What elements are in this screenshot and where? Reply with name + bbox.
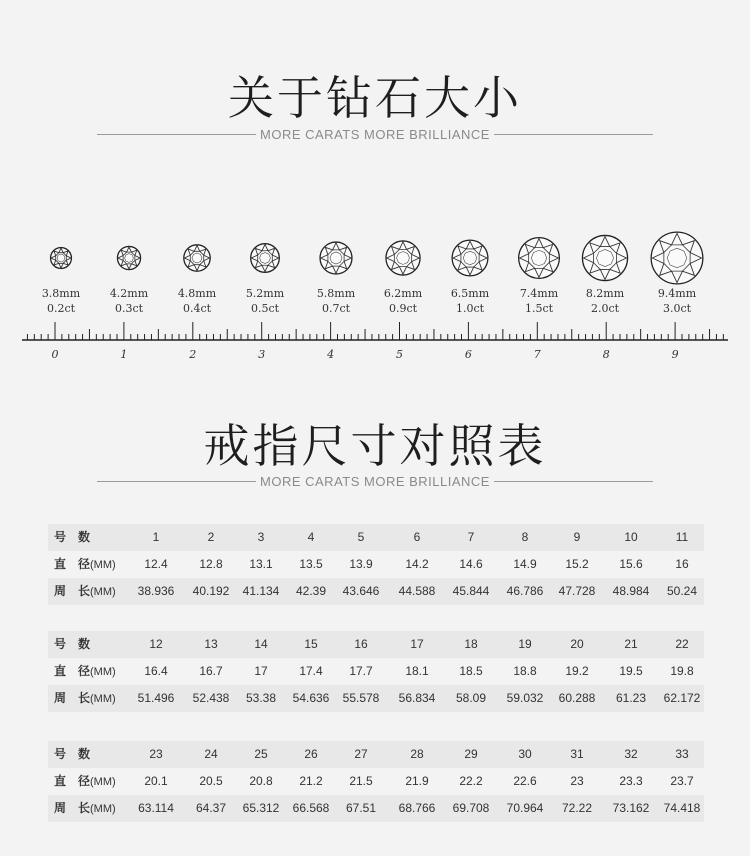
section-title-diamond-size: 关于钻石大小 <box>228 71 522 125</box>
table-cell: 44.588 <box>398 584 436 598</box>
diamond-label <box>575 286 635 316</box>
table-cell: 52.438 <box>192 691 230 705</box>
diamond-diameter: 6.5mm <box>450 287 490 300</box>
table-cell: 69.708 <box>452 801 490 815</box>
table-cell: 13.5 <box>299 557 323 571</box>
table-cell: 61.23 <box>615 691 647 705</box>
table-cell: 5 <box>357 530 365 544</box>
row-label-text: 号 数 <box>54 530 91 544</box>
table-cell: 15.2 <box>565 557 589 571</box>
table-cell: 9 <box>573 530 581 544</box>
table-cell: 42.39 <box>295 584 327 598</box>
ruler-number: 5 <box>396 348 403 361</box>
row-label-text: 号 数 <box>54 637 91 651</box>
ruler-number: 2 <box>189 348 197 361</box>
table-cell: 19.2 <box>565 664 589 678</box>
row-label <box>54 631 90 658</box>
table-cell: 21.2 <box>299 774 323 788</box>
table-cell: 8 <box>521 530 529 544</box>
table-cell: 32 <box>624 747 638 761</box>
diamond-diameter: 5.8mm <box>316 287 356 300</box>
table-cell: 22.6 <box>513 774 537 788</box>
table-cell: 13 <box>204 637 218 651</box>
ruler-number: 4 <box>327 348 335 361</box>
size-row <box>48 524 704 551</box>
row-label-text: 周 长 <box>54 801 91 815</box>
table-cell: 16.4 <box>144 664 168 678</box>
diamond-diameter: 5.2mm <box>245 287 285 300</box>
table-cell: 16 <box>354 637 368 651</box>
diamond-diameter: 7.4mm <box>519 287 559 300</box>
diamond-carat: 0.5ct <box>250 302 280 315</box>
table-cell: 47.728 <box>558 584 596 598</box>
table-cell: 63.114 <box>138 801 174 815</box>
table-cell: 7 <box>467 530 475 544</box>
row-label-text: 直 径 <box>54 557 91 571</box>
table-cell: 55.578 <box>342 691 380 705</box>
table-cell: 53.38 <box>245 691 277 705</box>
table-cell: 6 <box>413 530 421 544</box>
diamond-icon <box>51 248 72 269</box>
table-cell: 29 <box>464 747 478 761</box>
table-cell: 3 <box>257 530 265 544</box>
diamond-icon <box>117 246 140 269</box>
table-cell: 12.4 <box>144 557 168 571</box>
table-cell: 41.134 <box>242 584 280 598</box>
table-cell: 17 <box>410 637 424 651</box>
row-label-unit: (MM) <box>90 586 116 598</box>
table-cell: 30 <box>518 747 532 761</box>
table-cell: 45.844 <box>452 584 490 598</box>
diamond-carat: 0.4ct <box>182 302 212 315</box>
diamond-icon <box>651 232 703 284</box>
table-cell: 16.7 <box>199 664 223 678</box>
table-cell: 73.162 <box>612 801 650 815</box>
table-cell: 26 <box>304 747 318 761</box>
table-cell: 50.24 <box>666 584 698 598</box>
row-label <box>54 524 90 551</box>
divider-left <box>97 134 256 135</box>
table-cell: 27 <box>354 747 368 761</box>
divider-right <box>494 134 653 135</box>
ruler-number: 7 <box>533 348 541 361</box>
table-cell: 60.288 <box>558 691 596 705</box>
table-cell: 67.51 <box>345 801 377 815</box>
diamond-diameter: 6.2mm <box>383 287 423 300</box>
diamond-label <box>31 286 91 316</box>
table-cell: 19.8 <box>670 664 694 678</box>
table-cell: 23 <box>570 774 584 788</box>
row-label-text: 周 长 <box>54 691 91 705</box>
diamond-carat: 1.0ct <box>455 302 485 315</box>
diamond-icon <box>519 238 560 279</box>
table-cell: 21.9 <box>405 774 429 788</box>
table-cell: 10 <box>624 530 638 544</box>
row-label <box>54 658 116 685</box>
table-cell: 56.834 <box>398 691 436 705</box>
diamond-label <box>647 286 707 316</box>
diamond-carat: 1.5ct <box>524 302 554 315</box>
table-cell: 17.7 <box>349 664 373 678</box>
section-subtitle-ring-size <box>97 474 653 488</box>
row-label-text: 周 长 <box>54 584 91 598</box>
table-cell: 12 <box>149 637 163 651</box>
diamond-carat: 0.3ct <box>114 302 144 315</box>
table-cell: 23.7 <box>670 774 694 788</box>
diamond-carat: 0.2ct <box>46 302 76 315</box>
table-cell: 14.2 <box>405 557 429 571</box>
table-cell: 23.3 <box>619 774 643 788</box>
table-cell: 65.312 <box>242 801 280 815</box>
table-cell: 14 <box>254 637 268 651</box>
table-cell: 72.22 <box>561 801 593 815</box>
table-cell: 66.568 <box>292 801 330 815</box>
table-cell: 21 <box>624 637 638 651</box>
row-label <box>54 741 90 768</box>
diamond-diameter: 4.8mm <box>177 287 217 300</box>
table-cell: 28 <box>410 747 424 761</box>
ruler-number: 3 <box>258 348 266 361</box>
size-row <box>48 741 704 768</box>
diamond-label <box>306 286 366 316</box>
row-label-text: 号 数 <box>54 747 91 761</box>
table-cell: 51.496 <box>137 691 175 705</box>
diamond-label <box>167 286 227 316</box>
ruler-number: 1 <box>120 348 128 361</box>
size-row <box>48 631 704 658</box>
table-cell: 17.4 <box>299 664 323 678</box>
ring-size-table <box>48 631 704 712</box>
table-cell: 70.964 <box>506 801 544 815</box>
table-cell: 12.8 <box>199 557 223 571</box>
divider-right <box>494 481 653 482</box>
ruler <box>22 318 728 344</box>
table-cell: 17 <box>254 664 268 678</box>
diamond-diameter: 3.8mm <box>41 287 81 300</box>
table-cell: 19.5 <box>619 664 643 678</box>
diamond-diameter: 8.2mm <box>585 287 625 300</box>
diamond-label <box>235 286 295 316</box>
diamond-carat: 0.9ct <box>388 302 418 315</box>
table-cell: 38.936 <box>137 584 175 598</box>
row-label-unit: (MM) <box>90 666 116 678</box>
circumference-row <box>48 685 704 712</box>
table-cell: 59.032 <box>506 691 544 705</box>
row-label-text: 直 径 <box>54 664 91 678</box>
circumference-row <box>48 795 704 822</box>
diamond-icon <box>184 245 210 271</box>
table-cell: 15 <box>304 637 318 651</box>
row-label <box>54 578 116 605</box>
table-cell: 19 <box>518 637 532 651</box>
ring-size-table <box>48 741 704 822</box>
row-label <box>54 685 116 712</box>
diamond-label <box>509 286 569 316</box>
row-label <box>54 795 116 822</box>
table-cell: 14.6 <box>459 557 483 571</box>
table-cell: 20.5 <box>199 774 223 788</box>
diamond-size-illustrations <box>0 205 750 285</box>
table-cell: 20.8 <box>249 774 273 788</box>
table-cell: 18.5 <box>459 664 483 678</box>
table-cell: 62.172 <box>663 691 701 705</box>
subtitle-text: MORE CARATS MORE BRILLIANCE <box>260 126 490 142</box>
row-label <box>54 551 116 578</box>
table-cell: 22 <box>675 637 689 651</box>
diamond-carat: 3.0ct <box>662 302 692 315</box>
table-cell: 14.9 <box>513 557 537 571</box>
table-cell: 1 <box>152 530 160 544</box>
diamond-carat: 0.7ct <box>321 302 351 315</box>
ruler-number: 8 <box>602 348 610 361</box>
table-cell: 13.9 <box>349 557 373 571</box>
diameter-row <box>48 658 704 685</box>
ruler-number: 6 <box>464 348 472 361</box>
table-cell: 18.1 <box>405 664 429 678</box>
table-cell: 2 <box>207 530 215 544</box>
diamond-icon <box>386 241 420 275</box>
diamond-diameter: 4.2mm <box>109 287 149 300</box>
diamond-icon <box>251 244 280 273</box>
divider-left <box>97 481 256 482</box>
diamond-icon <box>452 240 488 276</box>
diamond-label <box>373 286 433 316</box>
table-cell: 74.418 <box>663 801 701 815</box>
row-label-unit: (MM) <box>90 776 116 788</box>
row-label-unit: (MM) <box>90 803 116 815</box>
ruler-number: 0 <box>51 348 59 361</box>
table-cell: 20.1 <box>144 774 168 788</box>
table-cell: 18 <box>464 637 478 651</box>
table-cell: 23 <box>149 747 163 761</box>
table-cell: 54.636 <box>292 691 330 705</box>
row-label-unit: (MM) <box>90 693 116 705</box>
table-cell: 20 <box>570 637 584 651</box>
subtitle-text: MORE CARATS MORE BRILLIANCE <box>260 473 490 489</box>
table-cell: 25 <box>254 747 268 761</box>
table-cell: 46.786 <box>506 584 544 598</box>
ruler-number: 9 <box>671 348 679 361</box>
table-cell: 40.192 <box>192 584 230 598</box>
table-cell: 18.8 <box>513 664 537 678</box>
table-cell: 64.37 <box>195 801 227 815</box>
diamond-diameter: 9.4mm <box>657 287 697 300</box>
table-cell: 11 <box>675 530 689 544</box>
table-cell: 58.09 <box>455 691 487 705</box>
circumference-row <box>48 578 704 605</box>
table-cell: 68.766 <box>398 801 436 815</box>
table-cell: 43.646 <box>342 584 380 598</box>
row-label-unit: (MM) <box>90 559 116 571</box>
table-cell: 48.984 <box>612 584 650 598</box>
diamond-icon <box>320 242 352 274</box>
table-cell: 21.5 <box>349 774 373 788</box>
diamond-icon <box>582 235 627 280</box>
table-cell: 24 <box>204 747 218 761</box>
section-title-ring-size: 戒指尺寸对照表 <box>203 419 547 473</box>
table-cell: 31 <box>570 747 584 761</box>
table-cell: 22.2 <box>459 774 483 788</box>
table-cell: 15.6 <box>619 557 643 571</box>
row-label-text: 直 径 <box>54 774 91 788</box>
table-cell: 16 <box>675 557 689 571</box>
table-cell: 4 <box>307 530 315 544</box>
diamond-carat: 2.0ct <box>590 302 620 315</box>
diameter-row <box>48 768 704 795</box>
row-label <box>54 768 116 795</box>
table-cell: 33 <box>675 747 689 761</box>
section-subtitle-diamond-size <box>97 127 653 141</box>
table-cell: 13.1 <box>249 557 273 571</box>
diamond-label <box>440 286 500 316</box>
diameter-row <box>48 551 704 578</box>
ring-size-table <box>48 524 704 605</box>
diamond-label <box>99 286 159 316</box>
